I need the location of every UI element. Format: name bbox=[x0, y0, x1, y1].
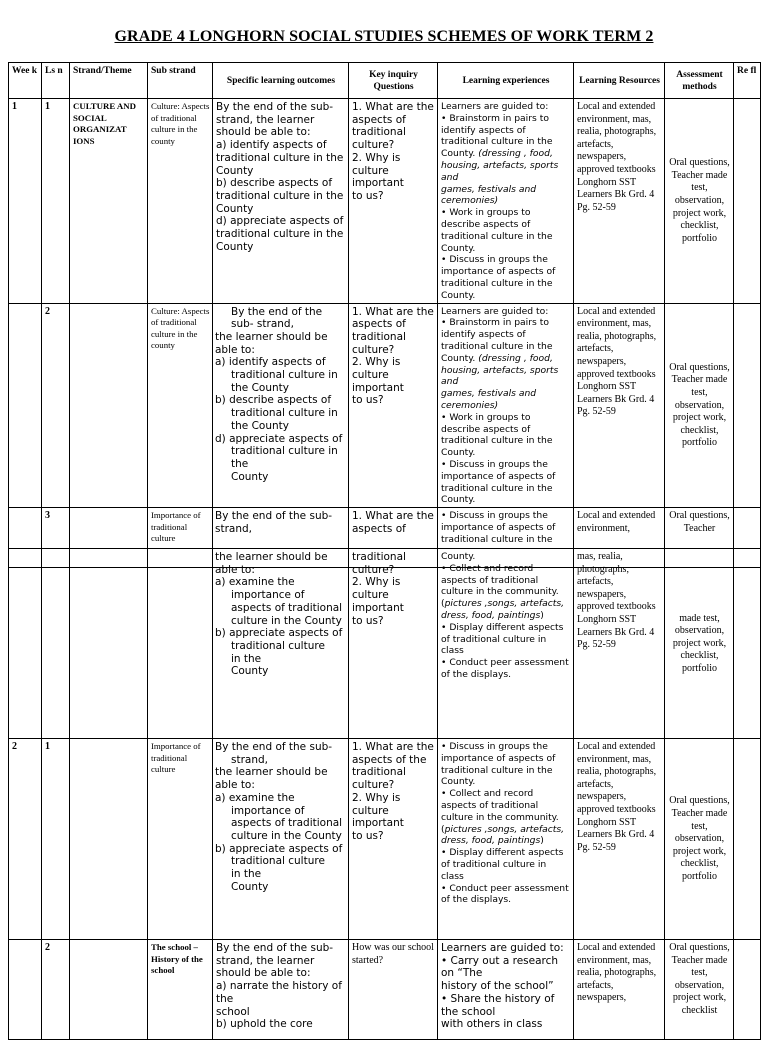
experience-line: with others in class bbox=[441, 1018, 543, 1031]
cell-experiences bbox=[438, 99, 574, 304]
experience-line: • Work in groups to describe aspects of traditional culture in the County. bbox=[441, 411, 553, 459]
schemes-table-continued bbox=[8, 548, 761, 1040]
cell-substrand: The school – History of the school bbox=[148, 940, 213, 1040]
outcome-line: traditional culture bbox=[231, 855, 325, 868]
cell-strand bbox=[70, 549, 148, 739]
outcome-line: County bbox=[231, 665, 269, 678]
experience-line: Learners are guided to: bbox=[441, 101, 549, 112]
cell-week: 1 bbox=[9, 99, 42, 304]
outcome-line: b) describe aspects of traditional culture in the County bbox=[216, 177, 344, 215]
cell-substrand: Importance of traditional culture bbox=[148, 508, 213, 568]
cell-resources: Local and extended environment, mas, realia, photographs, artefacts, newspapers, approved textbooks Longhorn SST Learners Bk Grd. 4 Pg. 52-59 bbox=[574, 99, 665, 304]
cell-experiences bbox=[438, 549, 574, 739]
outcome-line: County bbox=[216, 240, 254, 253]
cell-inquiry bbox=[349, 739, 438, 940]
experience-line: • Conduct peer assessment of the displays. bbox=[441, 882, 569, 906]
experience-italic: (dressing , food, housing, artefacts, sports and bbox=[441, 148, 559, 183]
outcome-line: b) appreciate aspects of bbox=[215, 842, 343, 855]
cell-reflection bbox=[734, 739, 761, 940]
cell-assessment: made test, observation, project work, checklist, portfolio bbox=[665, 549, 734, 739]
cell-resources: Local and extended environment, bbox=[574, 508, 665, 568]
header-assessment: Assessment methods bbox=[665, 63, 734, 99]
outcome-line: d) appreciate aspects of bbox=[215, 432, 343, 445]
experience-line: • Brainstorm in pairs to identify aspects of traditional culture in the County. bbox=[441, 112, 553, 160]
inquiry-line: 1. What are the aspects of traditional culture? bbox=[352, 305, 434, 356]
experience-line: Learners are guided to: bbox=[441, 942, 564, 954]
header-lesson: Ls n bbox=[42, 63, 70, 99]
inquiry-line: to us? bbox=[352, 394, 384, 407]
experience-line: • Collect and record aspects of traditional culture in the community.( bbox=[441, 788, 559, 835]
outcome-line: a) narrate the history of the bbox=[216, 980, 342, 1005]
cell-substrand: Importance of traditional culture bbox=[148, 739, 213, 940]
inquiry-line: to us? bbox=[352, 189, 384, 202]
experience-line: ) bbox=[540, 835, 544, 847]
experience-line: history of the school” bbox=[441, 980, 554, 993]
cell-strand bbox=[70, 303, 148, 508]
cell-lesson: 1 bbox=[42, 99, 70, 304]
cell-resources: Local and extended environment, mas, realia, photographs, artefacts, newspapers, approved textbooks Longhorn SST Learners Bk Grd. 4 Pg. 52-59 bbox=[574, 303, 665, 508]
inquiry-line: 1. What are the aspects of the traditional culture? bbox=[352, 741, 434, 792]
cell-inquiry bbox=[349, 99, 438, 304]
outcome-line: the learner should be able to: bbox=[215, 330, 328, 356]
cell-outcomes bbox=[213, 303, 349, 508]
cell-reflection bbox=[734, 549, 761, 739]
experience-line: • Work in groups to describe aspects of traditional culture in the County. bbox=[441, 207, 553, 254]
inquiry-line: 1. What are the aspects of traditional culture? bbox=[352, 101, 434, 152]
document-title: GRADE 4 LONGHORN SOCIAL STUDIES SCHEMES OF WORK TERM 2 bbox=[114, 28, 654, 45]
outcome-line: By the end of the sub- strand, bbox=[215, 510, 333, 535]
cell-lesson: 1 bbox=[42, 739, 70, 940]
inquiry-line: 1. What are the aspects of bbox=[352, 510, 434, 535]
experience-line: • Discuss in groups the importance of aspects of traditional culture in the County. bbox=[441, 254, 556, 301]
cell-assessment: Oral questions, Teacher made test, observation, project work, checklist bbox=[665, 940, 734, 1040]
table-row bbox=[9, 940, 761, 1040]
cell-week: 2 bbox=[9, 739, 42, 940]
outcome-line: a) identify aspects of traditional culture in the County bbox=[215, 356, 338, 394]
experience-line: County. bbox=[441, 551, 476, 562]
cell-strand bbox=[70, 940, 148, 1040]
inquiry-line: to us? bbox=[352, 829, 384, 842]
experience-italic: games, festivals and ceremonies) bbox=[441, 183, 537, 207]
cell-experiences bbox=[438, 303, 574, 508]
cell-resources: mas, realia, photographs, artefacts, newspapers, approved textbooks Longhorn SST Learners Bk Grd. 4 Pg. 52-59 bbox=[574, 549, 665, 739]
cell-substrand: Culture: Aspects of traditional culture in the county bbox=[148, 303, 213, 508]
cell-week bbox=[9, 549, 42, 739]
cell-resources: Local and extended environment, mas, realia, photographs, artefacts, newspapers, bbox=[574, 940, 665, 1040]
outcome-line: traditional culture bbox=[231, 639, 325, 652]
outcome-line: in the bbox=[231, 652, 262, 665]
header-resources: Learning Resources bbox=[574, 63, 665, 99]
outcome-line: a) identify aspects of traditional culture in the County bbox=[216, 139, 344, 177]
cell-assessment: Oral questions, Teacher made test, observation, project work, checklist, portfolio bbox=[665, 739, 734, 940]
cell-substrand bbox=[148, 549, 213, 739]
outcome-line: b) uphold the core bbox=[216, 1018, 313, 1031]
experience-line: • Display different aspects of traditional culture in class bbox=[441, 847, 564, 882]
table-page-1 bbox=[8, 62, 760, 545]
table-row bbox=[9, 99, 761, 304]
outcome-line: the learner should be able to: bbox=[215, 551, 328, 576]
cell-experiences bbox=[438, 940, 574, 1040]
outcome-line: By the end of the sub- strand, bbox=[231, 305, 323, 331]
header-outcomes: Specific learning outcomes bbox=[213, 63, 349, 99]
outcome-line: a) examine the importance of aspects of traditional culture in the County bbox=[215, 576, 343, 627]
cell-reflection bbox=[734, 940, 761, 1040]
experience-line: • Discuss in groups the importance of aspects of traditional culture in the bbox=[441, 510, 556, 545]
experience-italic: pictures ,songs, artefacts, dress, food, paintings bbox=[441, 598, 565, 621]
cell-assessment: Oral questions, Teacher made test, observation, project work, checklist, portfolio bbox=[665, 303, 734, 508]
cell-strand: CULTURE AND SOCIAL ORGANIZAT IONS bbox=[70, 99, 148, 304]
outcome-line: traditional culture in the bbox=[216, 228, 344, 241]
header-substrand: Sub strand bbox=[148, 63, 213, 99]
table-row bbox=[9, 549, 761, 739]
inquiry-line: 2. Why is culture important bbox=[352, 576, 404, 614]
cell-inquiry bbox=[349, 549, 438, 739]
outcome-line: a) examine the importance of aspects of traditional culture in the County bbox=[215, 791, 343, 842]
outcome-line: in the bbox=[231, 868, 262, 881]
cell-outcomes bbox=[213, 940, 349, 1040]
table-page-2 bbox=[8, 548, 760, 1031]
outcome-line: the learner should be able to: bbox=[215, 766, 328, 792]
cell-substrand: Culture: Aspects of traditional culture in the county bbox=[148, 99, 213, 304]
cell-assessment: Oral questions, Teacher bbox=[665, 508, 734, 568]
experience-line: • Collect and record aspects of traditional culture in the community.( bbox=[441, 562, 559, 610]
inquiry-line: 2. Why is culture important bbox=[352, 151, 404, 190]
experience-line: ) bbox=[540, 609, 544, 621]
outcome-line: school bbox=[216, 1005, 250, 1018]
cell-lesson: 2 bbox=[42, 303, 70, 508]
header-reflection: Re fl bbox=[734, 63, 761, 99]
table-row bbox=[9, 739, 761, 940]
experience-line: • Carry out a research on “The bbox=[441, 954, 559, 980]
experience-line: • Conduct peer assessment of the displays. bbox=[441, 657, 569, 680]
cell-outcomes bbox=[213, 739, 349, 940]
header-experiences: Learning experiences bbox=[438, 63, 574, 99]
cell-outcomes bbox=[213, 549, 349, 739]
outcome-line: By the end of the sub-strand, the learner should be able to: bbox=[216, 942, 334, 980]
cell-inquiry: How was our school started? bbox=[349, 940, 438, 1040]
cell-week bbox=[9, 303, 42, 508]
cell-reflection bbox=[734, 99, 761, 304]
cell-reflection bbox=[734, 303, 761, 508]
cell-inquiry bbox=[349, 303, 438, 508]
cell-assessment: Oral questions, Teacher made test, observation, project work, checklist, portfolio bbox=[665, 99, 734, 304]
cell-strand bbox=[70, 739, 148, 940]
experience-line: • Share the history of the school bbox=[441, 992, 555, 1018]
experience-italic: games, festivals and ceremonies) bbox=[441, 388, 537, 411]
cell-lesson: 2 bbox=[42, 940, 70, 1040]
cell-week bbox=[9, 940, 42, 1040]
table-row bbox=[9, 303, 761, 508]
outcome-line: By the end of the sub-strand, the learner should be able to: bbox=[216, 101, 334, 139]
experience-line: • Discuss in groups the importance of aspects of traditional culture in the County. bbox=[441, 458, 556, 506]
experience-line: • Display different aspects of traditional culture in class bbox=[441, 621, 564, 657]
header-strand: Strand/Theme bbox=[70, 63, 148, 99]
experience-italic: (dressing , food, housing, artefacts, sports and bbox=[441, 352, 559, 388]
experience-line: Learners are guided to: bbox=[441, 305, 549, 317]
inquiry-line: to us? bbox=[352, 614, 384, 627]
outcome-line: d) appreciate aspects of bbox=[216, 215, 344, 228]
experience-line: • Brainstorm in pairs to identify aspects of traditional culture in the County. bbox=[441, 317, 553, 364]
cell-outcomes bbox=[213, 99, 349, 304]
outcome-line: traditional culture in the bbox=[231, 445, 338, 470]
inquiry-line: 2. Why is culture important bbox=[352, 356, 404, 394]
inquiry-line: 2. Why is culture important bbox=[352, 791, 404, 830]
cell-resources: Local and extended environment, mas, realia, photographs, artefacts, newspapers, approved textbooks Longhorn SST Learners Bk Grd. 4 Pg. 52-59 bbox=[574, 739, 665, 940]
cell-lesson: 3 bbox=[42, 508, 70, 568]
outcome-line: b) appreciate aspects of bbox=[215, 627, 343, 640]
schemes-table bbox=[8, 62, 761, 568]
outcome-line: County bbox=[231, 470, 269, 483]
header-inquiry: Key inquiry Questions bbox=[349, 63, 438, 99]
experience-line: • Discuss in groups the importance of aspects of traditional culture in the County. bbox=[441, 741, 556, 788]
outcome-line: County bbox=[231, 880, 269, 893]
inquiry-line: traditional culture? bbox=[352, 551, 406, 576]
header-week: Wee k bbox=[9, 63, 42, 99]
experience-italic: pictures ,songs, artefacts, dress, food, paintings bbox=[441, 823, 565, 847]
outcome-line: By the end of the sub- strand, bbox=[215, 741, 333, 766]
table-header-row bbox=[9, 63, 761, 99]
outcome-line: b) describe aspects of traditional culture in the County bbox=[215, 394, 338, 432]
cell-lesson bbox=[42, 549, 70, 739]
cell-experiences bbox=[438, 739, 574, 940]
